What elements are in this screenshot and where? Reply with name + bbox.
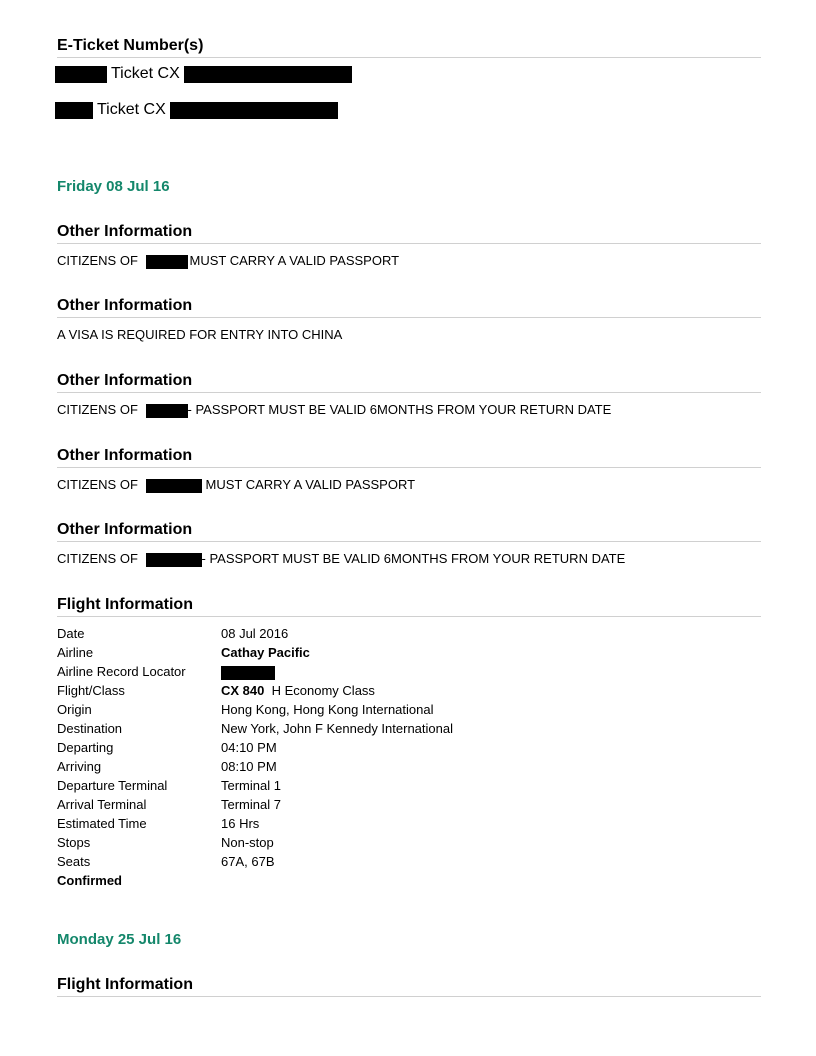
redacted-block <box>55 66 107 83</box>
info-text: CITIZENS OF - PASSPORT MUST BE VALID 6MONTHS FROM YOUR RETURN DATE <box>57 551 626 566</box>
flight-row-label: Arriving <box>57 759 102 774</box>
flight-row-label: Date <box>57 626 85 641</box>
flight-row-label: Estimated Time <box>57 816 147 831</box>
flight-row-value <box>221 664 275 680</box>
flight-row-value: New York, John F Kennedy International <box>221 721 453 736</box>
redacted-block <box>170 102 338 119</box>
section-title: Other Information <box>57 371 761 393</box>
redacted-block <box>184 66 352 83</box>
redacted-block <box>146 553 202 567</box>
section-title: Other Information <box>57 296 761 318</box>
ticket-label: Ticket CX <box>97 101 166 118</box>
redacted-block <box>55 102 93 119</box>
flight-row-label: Seats <box>57 854 91 869</box>
section-title: Other Information <box>57 446 761 468</box>
info-text: CITIZENS OF - PASSPORT MUST BE VALID 6MONTHS FROM YOUR RETURN DATE <box>57 402 612 417</box>
redacted-block <box>146 479 202 493</box>
ticket-label: Ticket CX <box>111 65 180 82</box>
flight-row-label: Arrival Terminal <box>57 797 147 812</box>
flight-row-label: Airline <box>57 645 94 660</box>
flight-row-value: Terminal 1 <box>221 778 281 793</box>
flight-row-label: Destination <box>57 721 123 736</box>
day-heading: Monday 25 Jul 16 <box>57 931 182 948</box>
flight-row-value: 04:10 PM <box>221 740 277 755</box>
booking-status: Confirmed <box>57 873 122 888</box>
info-text: CITIZENS OF MUST CARRY A VALID PASSPORT <box>57 477 416 492</box>
flight-info-title: Flight Information <box>57 595 761 617</box>
section-title: Other Information <box>57 222 761 244</box>
redacted-block <box>146 404 188 418</box>
redacted-block <box>146 255 188 269</box>
ticket-line-2 <box>55 100 338 120</box>
flight-row-value: 16 Hrs <box>221 816 260 831</box>
info-text: A VISA IS REQUIRED FOR ENTRY INTO CHINA <box>57 327 343 342</box>
flight-row-value: Hong Kong, Hong Kong International <box>221 702 434 717</box>
flight-class: H Economy Class <box>271 683 375 698</box>
flight-row-label: Departing <box>57 740 114 755</box>
flight-row-value: Terminal 7 <box>221 797 281 812</box>
flight-row-label: Flight/Class <box>57 683 125 698</box>
flight-row-label: Stops <box>57 835 91 850</box>
flight-row-value: Cathay Pacific <box>221 645 310 660</box>
flight-info-title: Flight Information <box>57 975 761 997</box>
flight-row-value: 08:10 PM <box>221 759 277 774</box>
flight-row-value <box>221 683 375 699</box>
flight-row-label: Airline Record Locator <box>57 664 186 679</box>
ticket-line-1 <box>55 64 352 84</box>
flight-row-label: Origin <box>57 702 92 717</box>
flight-row-value: 67A, 67B <box>221 854 275 869</box>
flight-row-value: 08 Jul 2016 <box>221 626 289 641</box>
day-heading: Friday 08 Jul 16 <box>57 178 170 195</box>
section-title: Other Information <box>57 520 761 542</box>
eticket-heading: E-Ticket Number(s) <box>57 36 761 58</box>
redacted-block <box>221 666 275 680</box>
flight-number: CX 840 <box>221 683 265 698</box>
info-text: CITIZENS OF MUST CARRY A VALID PASSPORT <box>57 253 400 268</box>
flight-row-label: Departure Terminal <box>57 778 168 793</box>
flight-row-value: Non-stop <box>221 835 274 850</box>
